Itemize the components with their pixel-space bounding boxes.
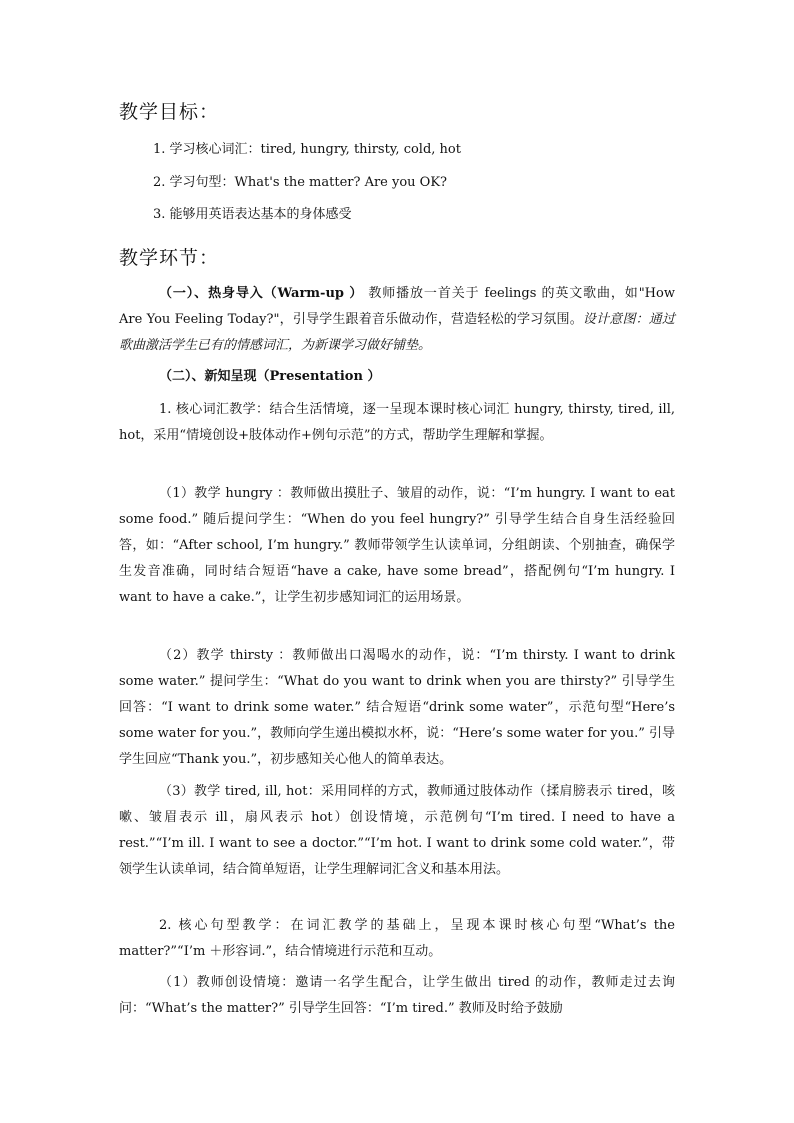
procedure-heading: 教学环节： bbox=[119, 247, 220, 269]
section1-paragraph bbox=[119, 281, 675, 359]
objective-item-3: 3. 能够用英语表达基本的身体感受 bbox=[153, 207, 352, 222]
section2-paragraph-1: 1. 核心词汇教学：结合生活情境，逐一呈现本课时核心词汇 hungry, thirsty, tired, ill, hot，采用“情境创设+肢体动作+例句示范”的方式，帮助学生理解和掌握。 bbox=[119, 402, 675, 443]
section2-paragraph-2: （1）教学 hungry ：教师做出摸肚子、皱眉的动作，说：“I’m hungry. I want to eat some food.” 随后提问学生：“When do you feel hungry?” 引导学生结合自身生活经验回答，如：“After school, I’m hungry.” 教师带领学生认读单词，分组朗读、个别抽查，确保学生发音准确，同时结合短语“have a cake, have some bread”，搭配例句“I’m hungry. I want to have a cake.”，让学生初步感知词汇的运用场景。 bbox=[119, 486, 675, 605]
section2-paragraph-3: （2）教学 thirsty ：教师做出口渴喝水的动作，说：“I’m thirsty. I want to drink some water.” 提问学生：“What do you want to drink when you are thirsty?” 引导学生回答：“I want to drink some water.” 结合短语“drink some water”，示范句型“Here’s some water for you.”，教师向学生递出模拟水杯，说：“Here’s some water for you.” 引导学生回应“Thank you.”，初步感知关心他人的简单表达。 bbox=[119, 648, 675, 767]
section1-text: 教师播放一首关于 feelings 的英文歌曲，如"How Are You Feeling Today?"，引导学生跟着音乐做动作，营造轻松的学习氛围。 bbox=[119, 286, 675, 327]
objective-item-1: 1. 学习核心词汇：tired, hungry, thirsty, cold, hot bbox=[153, 142, 461, 157]
section2-title: （二）、新知呈现（Presentation ） bbox=[159, 369, 381, 384]
section2-paragraph-5: 2. 核心句型教学：在词汇教学的基础上，呈现本课时核心句型“What’s the matter?”“I’m ＋形容词.”，结合情境进行示范和互动。 bbox=[119, 918, 675, 959]
section2-paragraph-6: （1）教师创设情境：邀请一名学生配合，让学生做出 tired 的动作，教师走过去询问：“What’s the matter?” 引导学生回答：“I’m tired.” 教师及时给予鼓励 bbox=[119, 975, 675, 1016]
objective-item-2: 2. 学习句型：What's the matter? Are you OK? bbox=[153, 175, 448, 190]
objectives-heading: 教学目标： bbox=[119, 101, 220, 123]
section1-design-note: 设计意图：通过歌曲激活学生已有的情感词汇，为新课学习做好铺垫。 bbox=[119, 312, 675, 353]
section2-paragraph-4: （3）教学 tired, ill, hot：采用同样的方式，教师通过肢体动作（揉肩膀表示 tired，咳嗽、皱眉表示 ill，扇风表示 hot）创设情境，示范例句“I’m tired. I need to have a rest.”“I’m ill. I want to see a doctor.”“I’m hot. I want to drink some cold water.”，带领学生认读单词，结合简单短语，让学生理解词汇含义和基本用法。 bbox=[119, 784, 675, 877]
section1-title: （一）、热身导入（Warm-up ） bbox=[159, 286, 364, 301]
